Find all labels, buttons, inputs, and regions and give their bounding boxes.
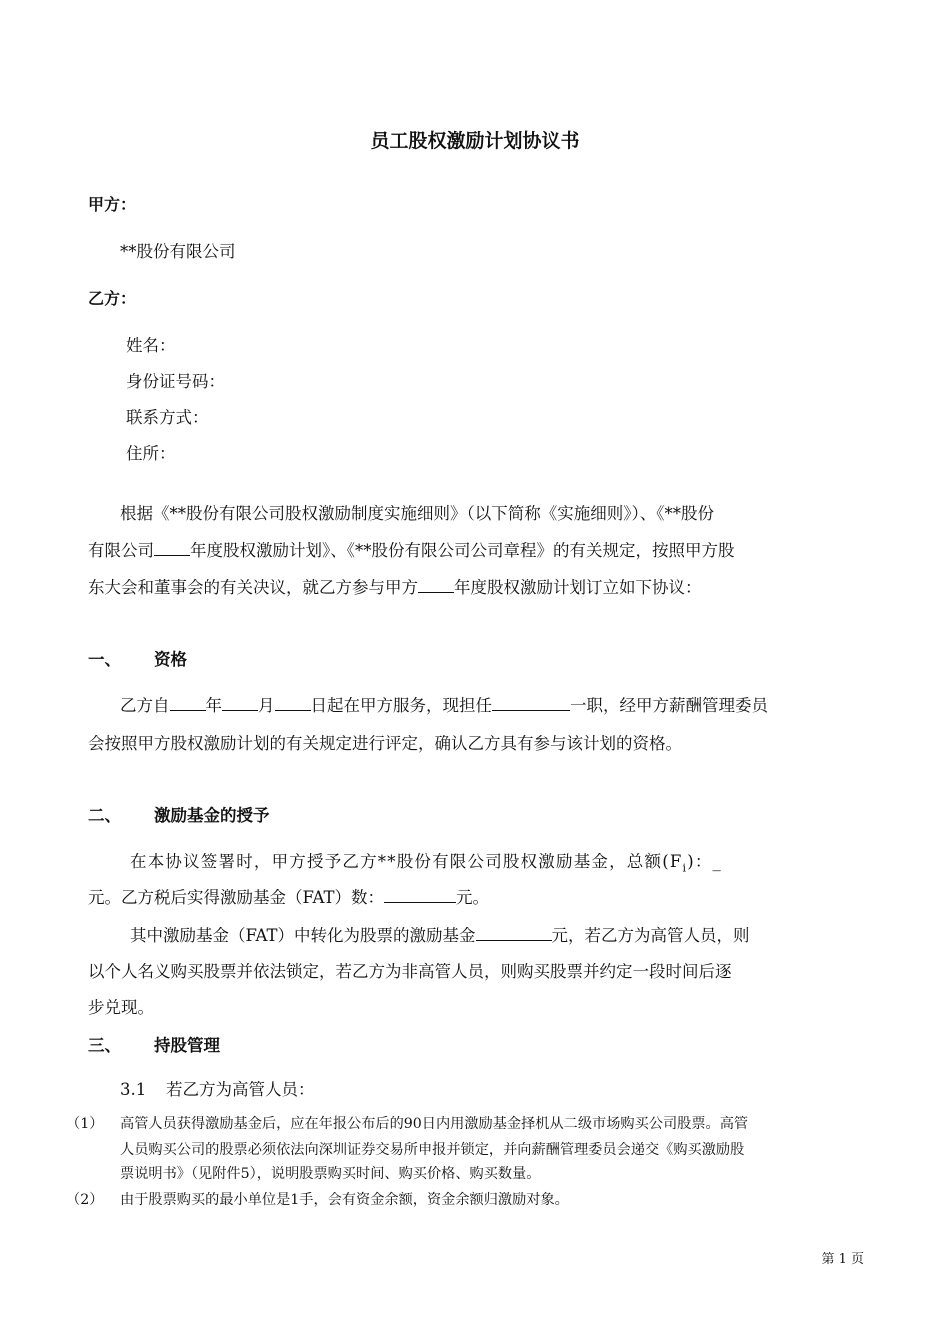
party-b-id-field: 身份证号码： [126, 372, 225, 391]
year-blank [170, 696, 206, 711]
party-a-name: **股份有限公司 [120, 242, 236, 261]
position-blank [492, 696, 570, 711]
section-3-1-heading: 3.1 若乙方为高管人员： [120, 1080, 315, 1099]
party-b-contact-field: 联系方式： [126, 408, 209, 427]
year-blank [154, 541, 190, 556]
section-2-line-5: 步兑现。 [88, 998, 154, 1017]
document-title: 员工股权激励计划协议书 [370, 130, 580, 152]
section-3-heading: 三、 持股管理 [88, 1036, 220, 1055]
section-1-line-1: 乙方自 年 月 日起在甲方服务，现担任 一职，经甲方薪酬管理委员 [120, 696, 768, 715]
section-1-heading: 一、 资格 [88, 650, 187, 669]
item-1-line-2: 人员购买公司的股票必须依法向深圳证券交易所申报并锁定，并向薪酬管理委员会递交《购买激励股 [120, 1142, 745, 1158]
party-b-address-field: 住所： [126, 444, 176, 463]
item-2-line-1: 由于股票购买的最小单位是1手，会有资金余额，资金余额归激励对象。 [120, 1192, 569, 1208]
year-blank [418, 578, 454, 593]
section-2-line-1: 在本协议签署时，甲方授予乙方**股份有限公司股权激励基金，总额$(F_i)$：_ [130, 852, 723, 875]
intro-line-3: 东大会和董事会的有关决议，就乙方参与甲方 年度股权激励计划订立如下协议： [88, 578, 702, 597]
month-blank [222, 696, 258, 711]
party-b-label: 乙方： [88, 289, 137, 308]
item-1-number: （1） [66, 1116, 104, 1132]
section-2-line-2: 元。乙方税后实得激励基金（FAT）数： 元。 [88, 888, 490, 907]
item-1-line-1: 高管人员获得激励基金后，应在年报公布后的90日内用激励基金择机从二级市场购买公司股票。高管 [120, 1116, 749, 1132]
page-number: 第 1 页 [821, 1252, 864, 1267]
party-b-name-field: 姓名： [126, 336, 176, 355]
stock-fund-blank [476, 926, 552, 941]
section-2-line-4: 以个人名义购买股票并依法锁定，若乙方为非高管人员，则购买股票并约定一段时间后逐 [88, 962, 732, 981]
party-a-label: 甲方： [88, 195, 137, 214]
intro-line-1: 根据《**股份有限公司股权激励制度实施细则》（以下简称《实施细则》）、《**股份 [120, 504, 714, 523]
item-1-line-3: 票说明书》（见附件5），说明股票购买时间、购买价格、购买数量。 [120, 1166, 541, 1182]
section-2-heading: 二、 激励基金的授予 [88, 806, 270, 825]
day-blank [275, 696, 311, 711]
intro-line-2: 有限公司 年度股权激励计划》、《**股份有限公司公司章程》的有关规定，按照甲方股 [88, 541, 735, 560]
section-1-line-2: 会按照甲方股权激励计划的有关规定进行评定，确认乙方具有参与该计划的资格。 [88, 734, 682, 753]
item-2-number: （2） [66, 1192, 104, 1208]
fat-amount-blank [384, 888, 456, 903]
section-2-line-3: 其中激励基金（FAT）中转化为股票的激励基金 元，若乙方为高管人员，则 [130, 926, 750, 945]
